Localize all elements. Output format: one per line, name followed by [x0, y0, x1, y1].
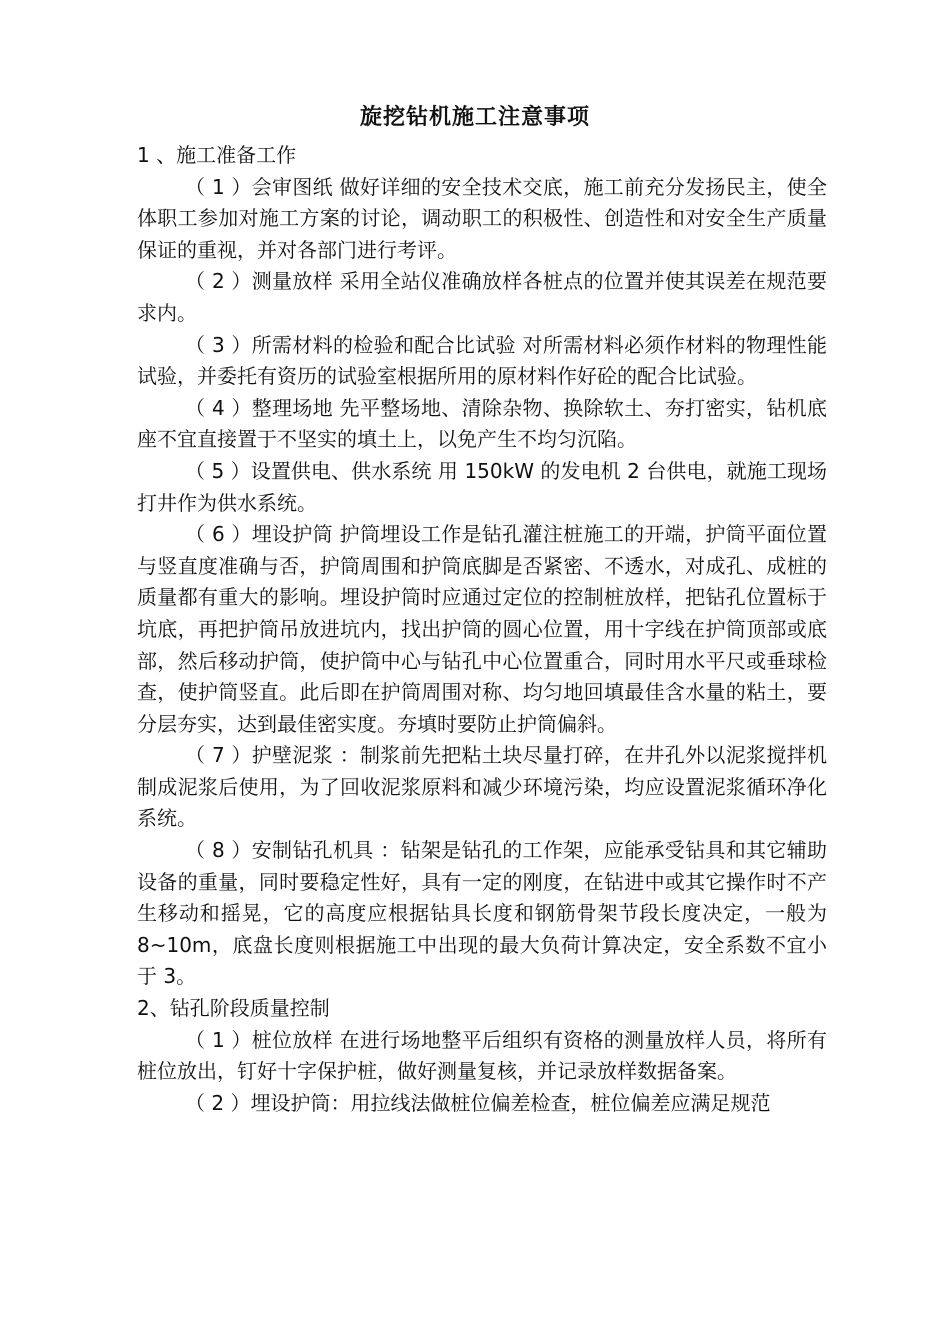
- paragraph-drilling-equipment: （ 8 ）安制钻孔机具 ：钻架是钻孔的工作架，应能承受钻具和其它辅助设备的重量，同时要稳定性好，具有一定的刚度，在钻进中或其它操作时不产生移动和摇晃，它的高度应根据钻具长度和钢筋骨架节段长度决定，一般为 8~10m，底盘长度则根据施工中出现的最大负荷计算决定，安全系数不宜小于 3。: [137, 838, 827, 989]
- paragraph-casing-check: （ 2 ）埋设护筒：用拉线法做桩位偏差检查，桩位偏差应满足规范: [185, 1090, 771, 1115]
- document-title: 旋挖钻机施工注意事项: [359, 105, 590, 130]
- section-heading-preparation: 1 、施工准备工作: [137, 143, 297, 167]
- paragraph-site-leveling: （ 4 ）整理场地 先平整场地、清除杂物、换除软土、夯打密实，钻机底座不宜直接置于不坚实的填土上，以免产生不均匀沉陷。: [137, 395, 827, 452]
- paragraph-review-drawings: （ 1 ）会审图纸 做好详细的安全技术交底，施工前充分发扬民主，使全体职工参加对施工方案的讨论，调动职工的积极性、创造性和对安全生产质量保证的重视，并对各部门进行考评。: [137, 174, 827, 262]
- paragraph-casing-installation: （ 6 ）埋设护筒 护筒埋设工作是钻孔灌注桩施工的开端，护筒平面位置与竖直度准确与否，护筒周围和护筒底脚是否紧密、不透水，对成孔、成桩的质量都有重大的影响。埋设护筒时应通过定位的控制桩放样，把钻孔位置标于坑底，再把护筒吊放进坑内，找出护筒的圆心位置，用十字线在护筒顶部或底部，然后移动护筒，使护筒中心与钻孔中心位置重合，同时用水平尺或垂球检查，使护筒竖直。此后即在护筒周围对称、均匀地回填最佳含水量的粘土，要分层夯实，达到最佳密实度。夯填时要防止护筒偏斜。: [137, 522, 827, 736]
- paragraph-material-testing: （ 3 ）所需材料的检验和配合比试验 对所需材料必须作材料的物理性能试验，并委托有资历的试验室根据所用的原材料作好砼的配合比试验。: [137, 332, 827, 389]
- document-body: [137, 140, 827, 1119]
- section-heading-quality-control: 2、钻孔阶段质量控制: [137, 996, 330, 1021]
- paragraph-survey-layout: （ 2 ）测量放样 采用全站仪准确放样各桩点的位置并使其误差在规范要求内。: [137, 269, 827, 325]
- paragraph-power-water: （ 5 ）设置供电、供水系统 用 150kW 的发电机 2 台供电，就施工现场打井作为供水系统。: [137, 458, 827, 515]
- paragraph-pile-positioning: （ 1 ）桩位放样 在进行场地整平后组织有资格的测量放样人员，将所有桩位放出，钉好十字保护桩，做好测量复核，并记录放样数据备案。: [137, 1027, 827, 1084]
- paragraph-slurry: （ 7 ）护壁泥浆 ：制浆前先把粘土块尽量打碎，在井孔外以泥浆搅拌机制成泥浆后使用，为了回收泥浆原料和减少环境污染，均应设置泥浆循环净化系统。: [137, 743, 827, 831]
